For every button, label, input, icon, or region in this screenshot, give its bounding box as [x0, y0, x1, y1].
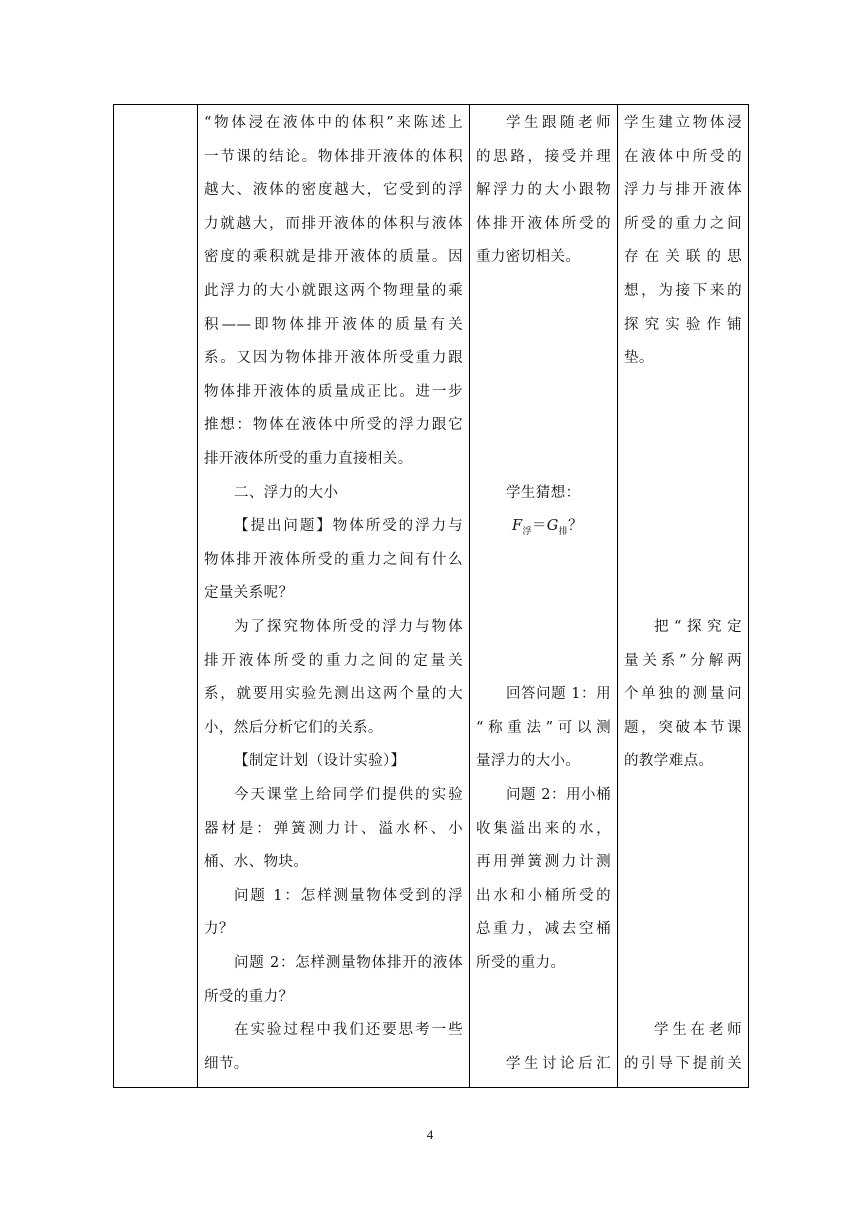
student-text-line: 回答问题 1：用 [506, 686, 611, 703]
student-text-line: 解浮力的大小跟物 [476, 182, 611, 199]
teacher-text-line: “物体浸在液体中的体积”来陈述上 [204, 115, 463, 131]
teacher-text-line: 【提出问题】物体所受的浮力与 [234, 518, 463, 535]
teacher-text-line: 物体排开液体所受的重力之间有什么 [204, 551, 463, 568]
teacher-text-line: 细节。 [204, 1055, 249, 1072]
teacher-text-line: 力？ [204, 921, 234, 938]
teacher-text-line: 今天课堂上给同学们提供的实验 [234, 787, 463, 803]
formula-part: F [512, 518, 523, 535]
intent-text-line: 存在关联的思 [624, 249, 742, 266]
intent-text-line: 探究实验作铺 [624, 316, 742, 333]
intent-text-line: 量关系”分解两 [624, 652, 742, 669]
intent-text-line: 个单独的测量问 [624, 686, 742, 703]
teacher-text-line: 推想：物体在液体中所受的浮力跟它 [204, 417, 463, 434]
intent-text-line: 学生建立物体浸 [624, 115, 742, 131]
teacher-text-line: 排开液体所受的重力直接相关。 [204, 451, 413, 467]
student-text-line: 收集溢出来的水， [476, 820, 611, 837]
intent-text-line: 垫。 [624, 350, 654, 367]
teacher-text-line: 系。又因为物体排开液体所受重力跟 [204, 350, 463, 367]
formula-part: G [546, 518, 559, 535]
lesson-plan-table [113, 104, 749, 1088]
intent-text-line: 浮力与排开液体 [624, 182, 742, 199]
teacher-text-line: 此浮力的大小就跟这两个物理量的乘 [204, 283, 463, 299]
teacher-text-line: 在实验过程中我们还要思考一些 [234, 1022, 463, 1039]
intent-text-line: 在液体中所受的 [624, 148, 742, 165]
student-text-line: 再用弹簧测力计测 [476, 854, 611, 871]
formula-part: 排 [558, 527, 569, 538]
student-text-line: 学生跟随老师 [506, 115, 611, 131]
student-text-line: 出水和小桶所受的 [476, 887, 611, 904]
formula-part: ？ [568, 518, 584, 535]
teacher-text-line: 问题 1：怎样测量物体受到的浮 [234, 887, 463, 904]
student-text-line: 所受的重力。 [476, 955, 566, 971]
intent-text-line: 学生在老师 [654, 1022, 742, 1039]
intent-text-line: 题，突破本节课 [624, 719, 742, 736]
teacher-text-line: 一节课的结论。物体排开液体的体积 [204, 148, 463, 165]
teacher-text-line: 器材是：弹簧测力计、溢水杯、小 [204, 820, 463, 837]
student-text-line: 总重力，减去空桶 [476, 921, 611, 938]
student-text-line: 的思路，接受并理 [476, 148, 611, 165]
student-text-line: 量浮力的大小。 [476, 753, 581, 770]
intent-text-line: 所受的重力之间 [624, 215, 742, 232]
stage-column-cell [114, 105, 198, 1088]
student-text-line: 学生讨论后汇 [506, 1055, 611, 1072]
teacher-text-line: 力就越大，而排开液体的体积与液体 [204, 215, 463, 232]
student-activity-cell [470, 105, 618, 1088]
student-text-line: 问题 2：用小桶 [506, 787, 611, 803]
intent-text-line: 把“探究定 [654, 619, 742, 635]
formula-part: ＝ [531, 518, 547, 535]
teacher-text-line: 二、浮力的大小 [234, 484, 339, 501]
teacher-text-line: 小，然后分析它们的关系。 [204, 719, 383, 736]
student-hypothesis-formula [476, 510, 611, 543]
teacher-text-line: 物体排开液体的质量成正比。进一步 [204, 383, 463, 400]
teacher-text-line: 积——即物体排开液体的质量有关 [204, 316, 463, 333]
student-text-line: 重力密切相关。 [476, 249, 581, 266]
teacher-text-line: 系，就要用实验先测出这两个量的大 [204, 686, 463, 703]
teacher-text-line: 【制定计划（设计实验）】 [234, 753, 406, 770]
teacher-text-line: 越大、液体的密度越大，它受到的浮 [204, 182, 463, 199]
teacher-text-line: 桶、水、物块。 [204, 854, 309, 871]
teacher-text-line: 问题 2：怎样测量物体排开的液体 [234, 955, 463, 971]
student-text-line: “称重法”可以测 [476, 719, 611, 736]
design-intent-cell [618, 105, 749, 1088]
teacher-text-line: 排开液体所受的重力之间的定量关 [204, 652, 463, 669]
intent-text-line: 的引导下提前关 [624, 1055, 742, 1072]
teacher-text-line: 定量关系呢？ [204, 585, 294, 602]
formula-part: 浮 [522, 527, 532, 538]
intent-text-line: 想，为接下来的 [624, 283, 742, 299]
student-text-line: 体排开液体所受的 [476, 215, 611, 232]
teacher-activity-cell [198, 105, 470, 1088]
student-text-line: 学生猜想： [506, 484, 581, 501]
page-number: 4 [426, 1127, 434, 1142]
intent-text-line: 的教学难点。 [624, 753, 714, 770]
teacher-text-line: 所受的重力？ [204, 988, 294, 1005]
teacher-text-line: 为了探究物体所受的浮力与物体 [234, 619, 463, 635]
teacher-text-line: 密度的乘积就是排开液体的质量。因 [204, 249, 463, 266]
